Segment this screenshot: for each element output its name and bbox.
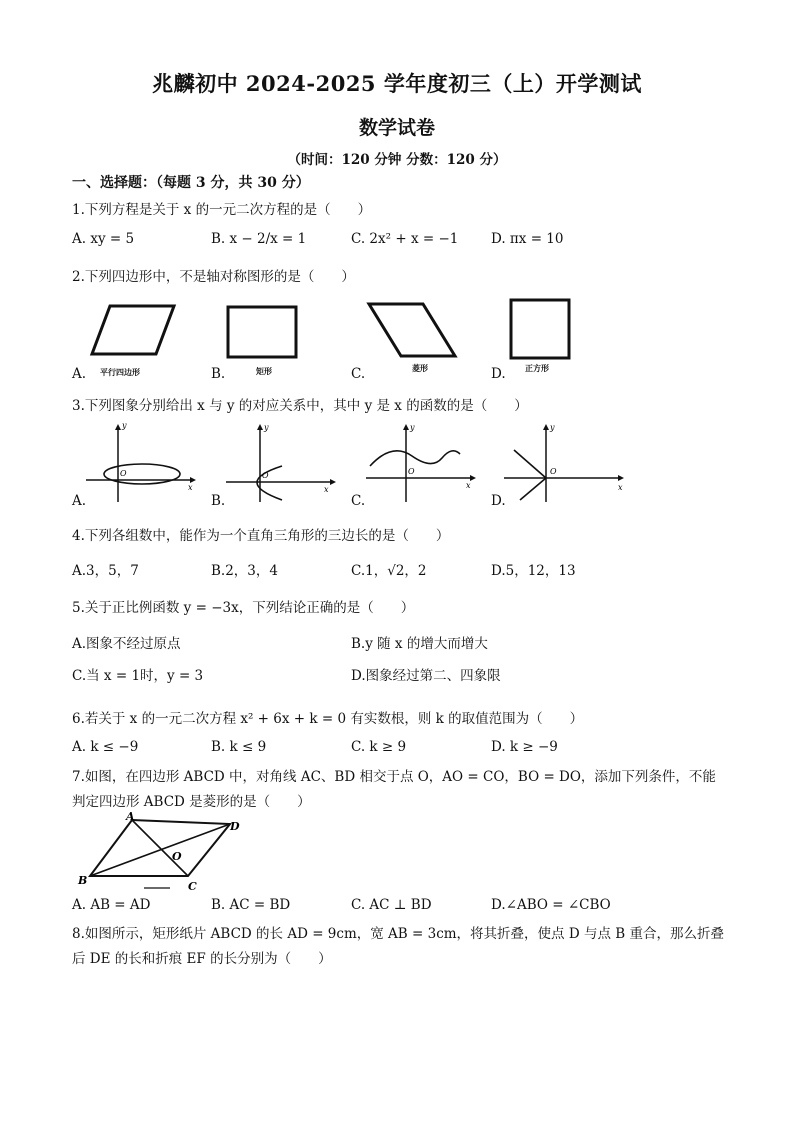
section-heading: 一、选择题：（每题 3 分，共 30 分） — [72, 175, 310, 191]
q1-option-d: D. πx = 10 — [491, 231, 564, 247]
vertex-c-label: C — [188, 880, 197, 892]
svg-text:y: y — [550, 423, 555, 432]
svg-text:x: x — [466, 481, 471, 490]
q2-option-a: A. — [72, 366, 87, 382]
q2-caption-d: 正方形 — [525, 364, 549, 373]
vertex-a-label: A — [126, 810, 135, 823]
svg-text:y: y — [122, 422, 127, 430]
q2-caption-c: 菱形 — [412, 364, 428, 373]
q3-option-a: A. — [72, 493, 87, 509]
q1-option-a: A. xy = 5 — [72, 231, 135, 247]
q7-option-a: A. AB = AD — [72, 897, 151, 913]
exam-meta: （时间：120 分钟 分数：120 分） — [287, 152, 507, 168]
svg-text:O: O — [408, 467, 415, 476]
rhombus-figure — [365, 300, 459, 362]
graph-wave — [362, 422, 480, 504]
q6-option-b: B. k ≤ 9 — [211, 739, 267, 755]
svg-text:x: x — [324, 485, 329, 494]
svg-text:x: x — [188, 483, 193, 492]
q4-option-c: C.1，√2，2 — [351, 563, 427, 579]
svg-text:O: O — [262, 471, 269, 480]
question-5-stem: 5.关于正比例函数 y = −3x，下列结论正确的是（ ） — [72, 600, 415, 616]
graph-ellipse — [82, 422, 200, 504]
vertex-b-label: B — [78, 874, 88, 887]
page-title: 兆麟初中 2024-2025 学年度初三（上）开学测试 — [152, 71, 642, 96]
question-1-stem: 1.下列方程是关于 x 的一元二次方程的是（ ） — [72, 202, 372, 218]
q6-option-d: D. k ≥ −9 — [491, 739, 558, 755]
quadrilateral-abcd-figure — [72, 810, 244, 892]
question-4-stem: 4.下列各组数中，能作为一个直角三角形的三边长的是（ ） — [72, 528, 450, 544]
svg-text:O: O — [120, 469, 127, 478]
graph-v-shape — [500, 422, 632, 504]
question-2-stem: 2.下列四边形中，不是轴对称图形的是（ ） — [72, 269, 355, 285]
q4-option-b: B.2，3，4 — [211, 563, 278, 579]
q3-option-d: D. — [491, 493, 506, 509]
q2-caption-a: 平行四边形 — [100, 368, 140, 377]
q6-option-c: C. k ≥ 9 — [351, 739, 407, 755]
question-3-stem: 3.下列图象分别给出 x 与 y 的对应关系中，其中 y 是 x 的函数的是（ ） — [72, 398, 528, 414]
question-7-stem-line2: 判定四边形 ABCD 是菱形的是（ ） — [72, 794, 311, 810]
q2-option-c: C. — [351, 366, 366, 382]
q3-option-c: C. — [351, 493, 366, 509]
parallelogram-figure — [88, 302, 178, 362]
question-8-stem-line1: 8.如图所示，矩形纸片 ABCD 的长 AD = 9cm，宽 AB = 3cm，将其折叠，使点 D 与点 B 重合，那么折叠 — [72, 926, 724, 942]
q2-option-b: B. — [211, 366, 226, 382]
question-6-stem: 6.若关于 x 的一元二次方程 x² + 6x + k = 0 有实数根，则 k 的取值范围为（ ） — [72, 711, 584, 727]
q7-option-d: D.∠ABO = ∠CBO — [491, 897, 611, 913]
svg-text:y: y — [410, 423, 415, 432]
rectangle-figure — [224, 303, 304, 363]
q5-option-d: D.图象经过第二、四象限 — [351, 668, 501, 684]
svg-text:y: y — [264, 423, 269, 432]
graph-sideways-parabola — [222, 422, 340, 504]
q5-option-c: C.当 x = 1时，y = 3 — [72, 668, 204, 684]
question-7-stem-line1: 7.如图，在四边形 ABCD 中，对角线 AC、BD 相交于点 O，AO = CO，BO = DO，添加下列条件，不能 — [72, 769, 716, 785]
page-subtitle: 数学试卷 — [358, 117, 435, 139]
q1-option-c: C. 2x² + x = −1 — [351, 231, 459, 247]
vertex-d-label: D — [230, 820, 240, 833]
q4-option-d: D.5，12，13 — [491, 563, 576, 579]
point-o-label: O — [172, 850, 182, 863]
q7-option-b: B. AC = BD — [211, 897, 291, 913]
q7-option-c: C. AC ⊥ BD — [351, 897, 432, 913]
svg-text:O: O — [550, 467, 557, 476]
q2-option-d: D. — [491, 366, 506, 382]
q5-option-b: B.y 随 x 的增大而增大 — [351, 636, 488, 652]
square-figure — [507, 296, 573, 362]
q1-option-b: B. x − 2/x = 1 — [211, 231, 307, 247]
q3-option-b: B. — [211, 493, 226, 509]
q4-option-a: A.3，5，7 — [72, 563, 139, 579]
svg-text:x: x — [618, 483, 623, 492]
q5-option-a: A.图象不经过原点 — [72, 636, 181, 652]
question-8-stem-line2: 后 DE 的长和折痕 EF 的长分别为（ ） — [72, 951, 332, 967]
q6-option-a: A. k ≤ −9 — [72, 739, 139, 755]
q2-caption-b: 矩形 — [256, 367, 272, 376]
